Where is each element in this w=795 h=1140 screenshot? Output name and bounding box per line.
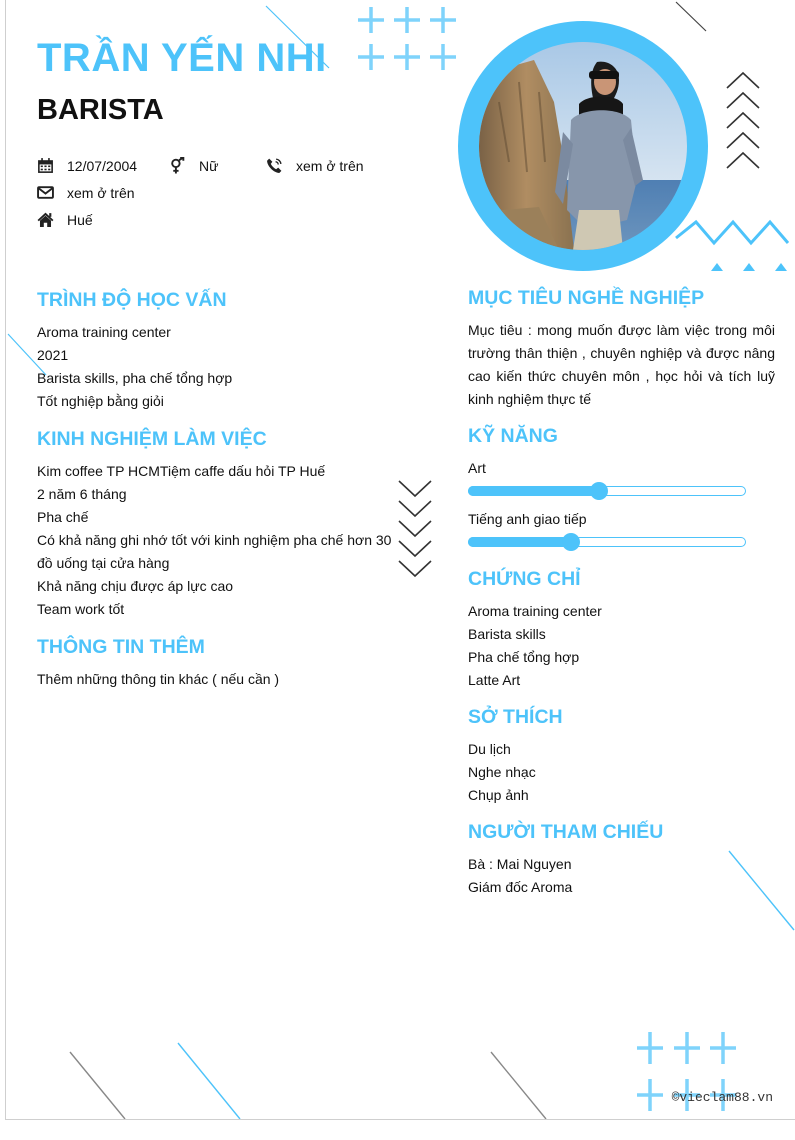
experience-list [37, 460, 391, 621]
experience-heading: KINH NGHIỆM LÀM VIỆC [37, 428, 267, 450]
plus-pattern-icon [358, 7, 456, 70]
triangle-row-icon [711, 263, 787, 271]
birthday-info [37, 157, 137, 174]
list-item: Giám đốc Aroma [468, 879, 573, 895]
hobbies-heading: SỞ THÍCH [468, 706, 563, 728]
chevron-down-stack-icon [399, 481, 431, 576]
list-item: 2021 [37, 347, 69, 363]
certificates-heading: CHỨNG CHỈ [468, 568, 581, 590]
phone-value: xem ở trên [296, 157, 364, 174]
cv-page [5, 0, 795, 1120]
list-item: Barista skills [468, 626, 546, 642]
list-item: Bà : Mai Nguyen [468, 856, 572, 872]
additional-list [37, 668, 279, 691]
birthday-value: 12/07/2004 [67, 157, 138, 174]
list-item: đồ uống tại cửa hàng [37, 555, 170, 571]
list-item: Latte Art [468, 672, 521, 688]
education-heading: TRÌNH ĐỘ HỌC VẤN [37, 289, 227, 311]
calendar-icon [37, 157, 54, 174]
gender-value: Nữ [199, 157, 219, 174]
skill-bar-knob [590, 482, 608, 500]
gender-icon [169, 157, 186, 174]
list-item: Aroma training center [468, 603, 602, 619]
skill-bar-art [468, 486, 746, 496]
email-value: xem ở trên [67, 184, 135, 201]
skills-heading: KỸ NĂNG [468, 425, 558, 447]
list-item: Team work tốt [37, 601, 125, 617]
skill-label: Art [468, 460, 486, 476]
list-item: Pha chế [37, 509, 89, 525]
gender-info [169, 157, 218, 174]
list-item: Chụp ảnh [468, 787, 529, 803]
phone-icon [266, 157, 283, 174]
objective-text: Mục tiêu : mong muốn được làm việc trong môi trường thân thiện , chuyên nghiệp và được nâng cao kiến thức chuyên môn , học hỏi và tích luỹ kinh nghiệm thực tế [468, 322, 775, 407]
references-heading: NGƯỜI THAM CHIẾU [468, 821, 664, 843]
list-item: 2 năm 6 tháng [37, 486, 127, 502]
chevron-up-stack-icon [727, 73, 759, 168]
phone-info [266, 157, 364, 174]
list-item: Có khả năng ghi nhớ tốt với kinh nghiệm pha chế hơn 30 [37, 532, 392, 548]
certificates-list [468, 600, 602, 692]
home-icon [37, 211, 54, 228]
list-item: Du lịch [468, 741, 511, 757]
skill-bar-knob [562, 533, 580, 551]
email-info [37, 184, 135, 201]
address-value: Huế [67, 211, 93, 228]
skill-bar-fill [468, 537, 570, 547]
additional-heading: THÔNG TIN THÊM [37, 636, 205, 658]
hobbies-list [468, 738, 536, 807]
list-item: Kim coffee TP HCMTiệm caffe dấu hỏi TP Huế [37, 463, 326, 479]
avatar [458, 21, 708, 271]
job-title: BARISTA [37, 94, 164, 126]
education-list [37, 321, 232, 413]
watermark: ©vieclam88.vn [671, 1090, 773, 1105]
profile-photo [479, 42, 687, 250]
objective-heading: MỤC TIÊU NGHỀ NGHIỆP [468, 287, 705, 309]
zigzag-icon [676, 222, 788, 243]
mail-icon [37, 184, 54, 201]
list-item: Pha chế tổng hợp [468, 649, 580, 665]
list-item: Nghe nhạc [468, 764, 536, 780]
list-item: Tốt nghiệp bằng giỏi [37, 393, 164, 409]
address-info [37, 211, 93, 228]
list-item: Barista skills, pha chế tổng hợp [37, 370, 233, 386]
list-item: Khả năng chịu được áp lực cao [37, 578, 234, 594]
skill-bar-fill [468, 486, 598, 496]
skill-bar-english [468, 537, 746, 547]
list-item: Thêm những thông tin khác ( nếu cần ) [37, 671, 280, 687]
references-list [468, 853, 572, 899]
skill-label: Tiếng anh giao tiếp [468, 511, 587, 527]
list-item: Aroma training center [37, 324, 171, 340]
candidate-name: TRẦN YẾN NHI [37, 36, 327, 80]
